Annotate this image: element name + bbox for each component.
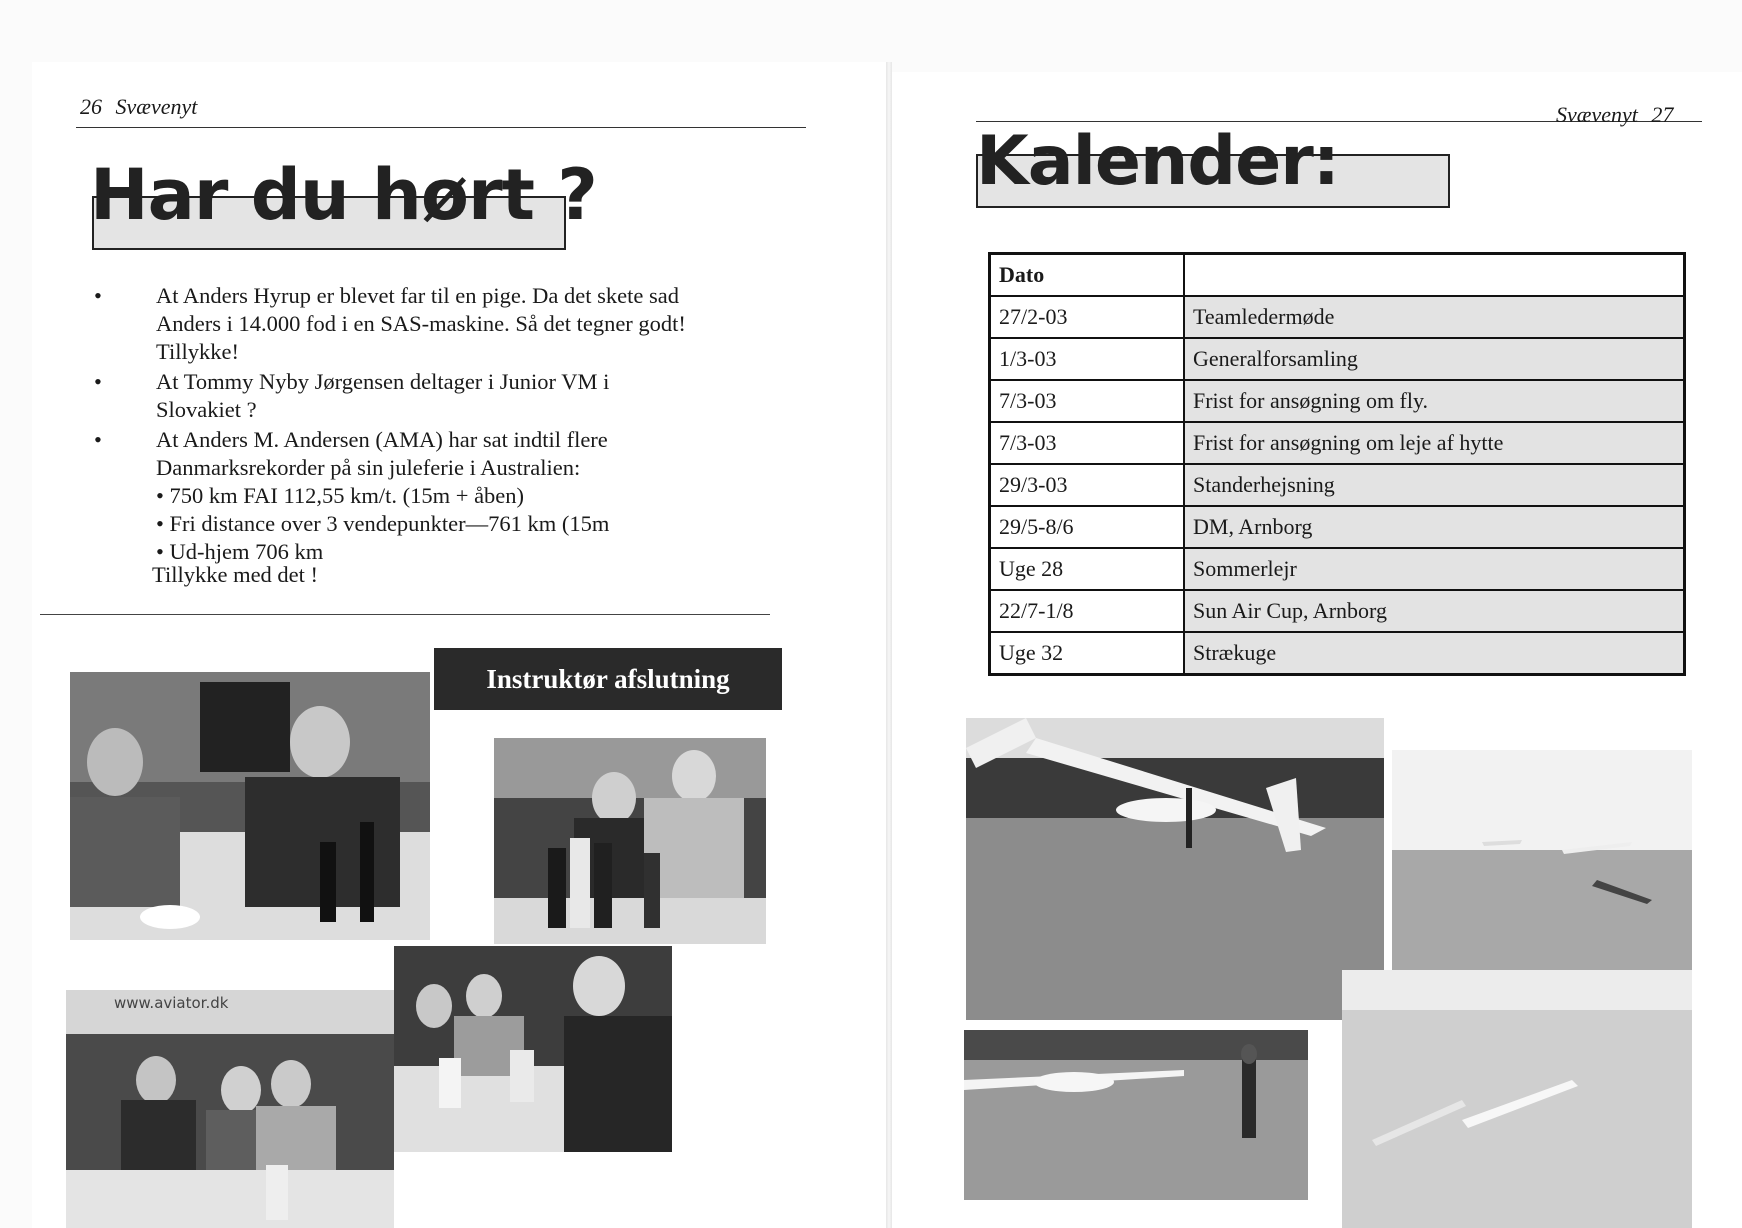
party-photo-4-image [394,946,672,1152]
cell-event: Sommerlejr [1184,548,1685,590]
bullet-symbol: • [94,427,102,452]
table-row [990,590,1685,632]
cell-event: Standerhejsning [1184,464,1685,506]
party-photo-1 [70,672,430,940]
page-spine [886,62,892,1228]
column-header-dato: Dato [990,254,1185,297]
bullet-item [60,368,760,424]
party-photo-2-image [494,738,766,944]
cell-date: Uge 28 [990,548,1185,590]
party-photo-4 [394,946,672,1152]
closing-line: Tillykke med det ! [152,562,319,587]
cell-event: Generalforsamling [1184,338,1685,380]
glider-photo-4 [1342,970,1692,1228]
cell-date: 1/3-03 [990,338,1185,380]
cell-date: 7/3-03 [990,380,1185,422]
bullet-line: Anders i 14.000 fod i en SAS-maskine. Så det tegner godt! [156,311,686,336]
table-row [990,338,1685,380]
party-photo-2 [494,738,766,944]
party-photo-1-image [70,672,430,940]
glider-photo-3-image [964,1030,1308,1200]
table-row [990,380,1685,422]
glider-photo-1 [966,718,1384,1020]
cell-event: Teamledermøde [1184,296,1685,338]
table-row [990,422,1685,464]
bullet-line: • Ud-hjem 706 km [156,539,324,564]
table-row [990,296,1685,338]
table-header-row [990,254,1685,297]
bullet-item [60,282,760,366]
news-bullet-list [60,282,760,568]
table-row [990,632,1685,675]
headline-kalender: Kalender: [976,122,1339,201]
right-folio [1556,102,1673,128]
left-folio [80,94,197,120]
cell-date: 27/2-03 [990,296,1185,338]
glider-photo-3 [964,1030,1308,1200]
table-row [990,548,1685,590]
cell-date: Uge 32 [990,632,1185,675]
table-row [990,464,1685,506]
cell-date: 7/3-03 [990,422,1185,464]
party-photo-3 [66,990,394,1228]
bullet-symbol: • [94,369,102,394]
calendar-table [988,252,1686,676]
glider-photo-2-image [1392,750,1692,976]
bullet-line: At Tommy Nyby Jørgensen deltager i Junior VM i [156,369,610,394]
cell-date: 29/3-03 [990,464,1185,506]
photo-banner-text: www.aviator.dk [114,994,229,1012]
bullet-line: • 750 km FAI 112,55 km/t. (15m + åben) [156,483,525,508]
cell-event: Frist for ansøgning om leje af hytte [1184,422,1685,464]
cell-event: Strækuge [1184,632,1685,675]
running-title: Svævenyt [1556,102,1638,127]
bullet-line: At Anders M. Andersen (AMA) har sat indtil flere [156,427,608,452]
section-divider [40,614,770,615]
cell-event: Frist for ansøgning om fly. [1184,380,1685,422]
bullet-item [60,426,760,566]
bullet-symbol: • [94,283,102,308]
page-number: 27 [1651,102,1674,127]
glider-photo-1-image [966,718,1384,1020]
running-title: Svævenyt [115,94,198,119]
table-row [990,506,1685,548]
bullet-line: At Anders Hyrup er blevet far til en pige. Da det skete sad [156,283,679,308]
glider-photo-2 [1392,750,1692,976]
bullet-line: Slovakiet ? [156,397,257,422]
bullet-line: • Fri distance over 3 vendepunkter—761 km (15m [156,511,610,536]
column-header-event [1184,254,1685,297]
photo-caption: Instruktør afslutning [434,648,782,710]
bullet-line: Danmarksrekorder på sin juleferie i Australien: [156,455,581,480]
cell-date: 29/5-8/6 [990,506,1185,548]
headline-har-du-hort: Har du hørt ? [90,154,597,236]
page-number: 26 [80,94,102,119]
party-photo-3-image [66,990,394,1228]
cell-date: 22/7-1/8 [990,590,1185,632]
glider-photo-4-image [1342,970,1692,1228]
cell-event: DM, Arnborg [1184,506,1685,548]
cell-event: Sun Air Cup, Arnborg [1184,590,1685,632]
left-header-rule [76,127,806,128]
bullet-line: Tillykke! [156,339,239,364]
